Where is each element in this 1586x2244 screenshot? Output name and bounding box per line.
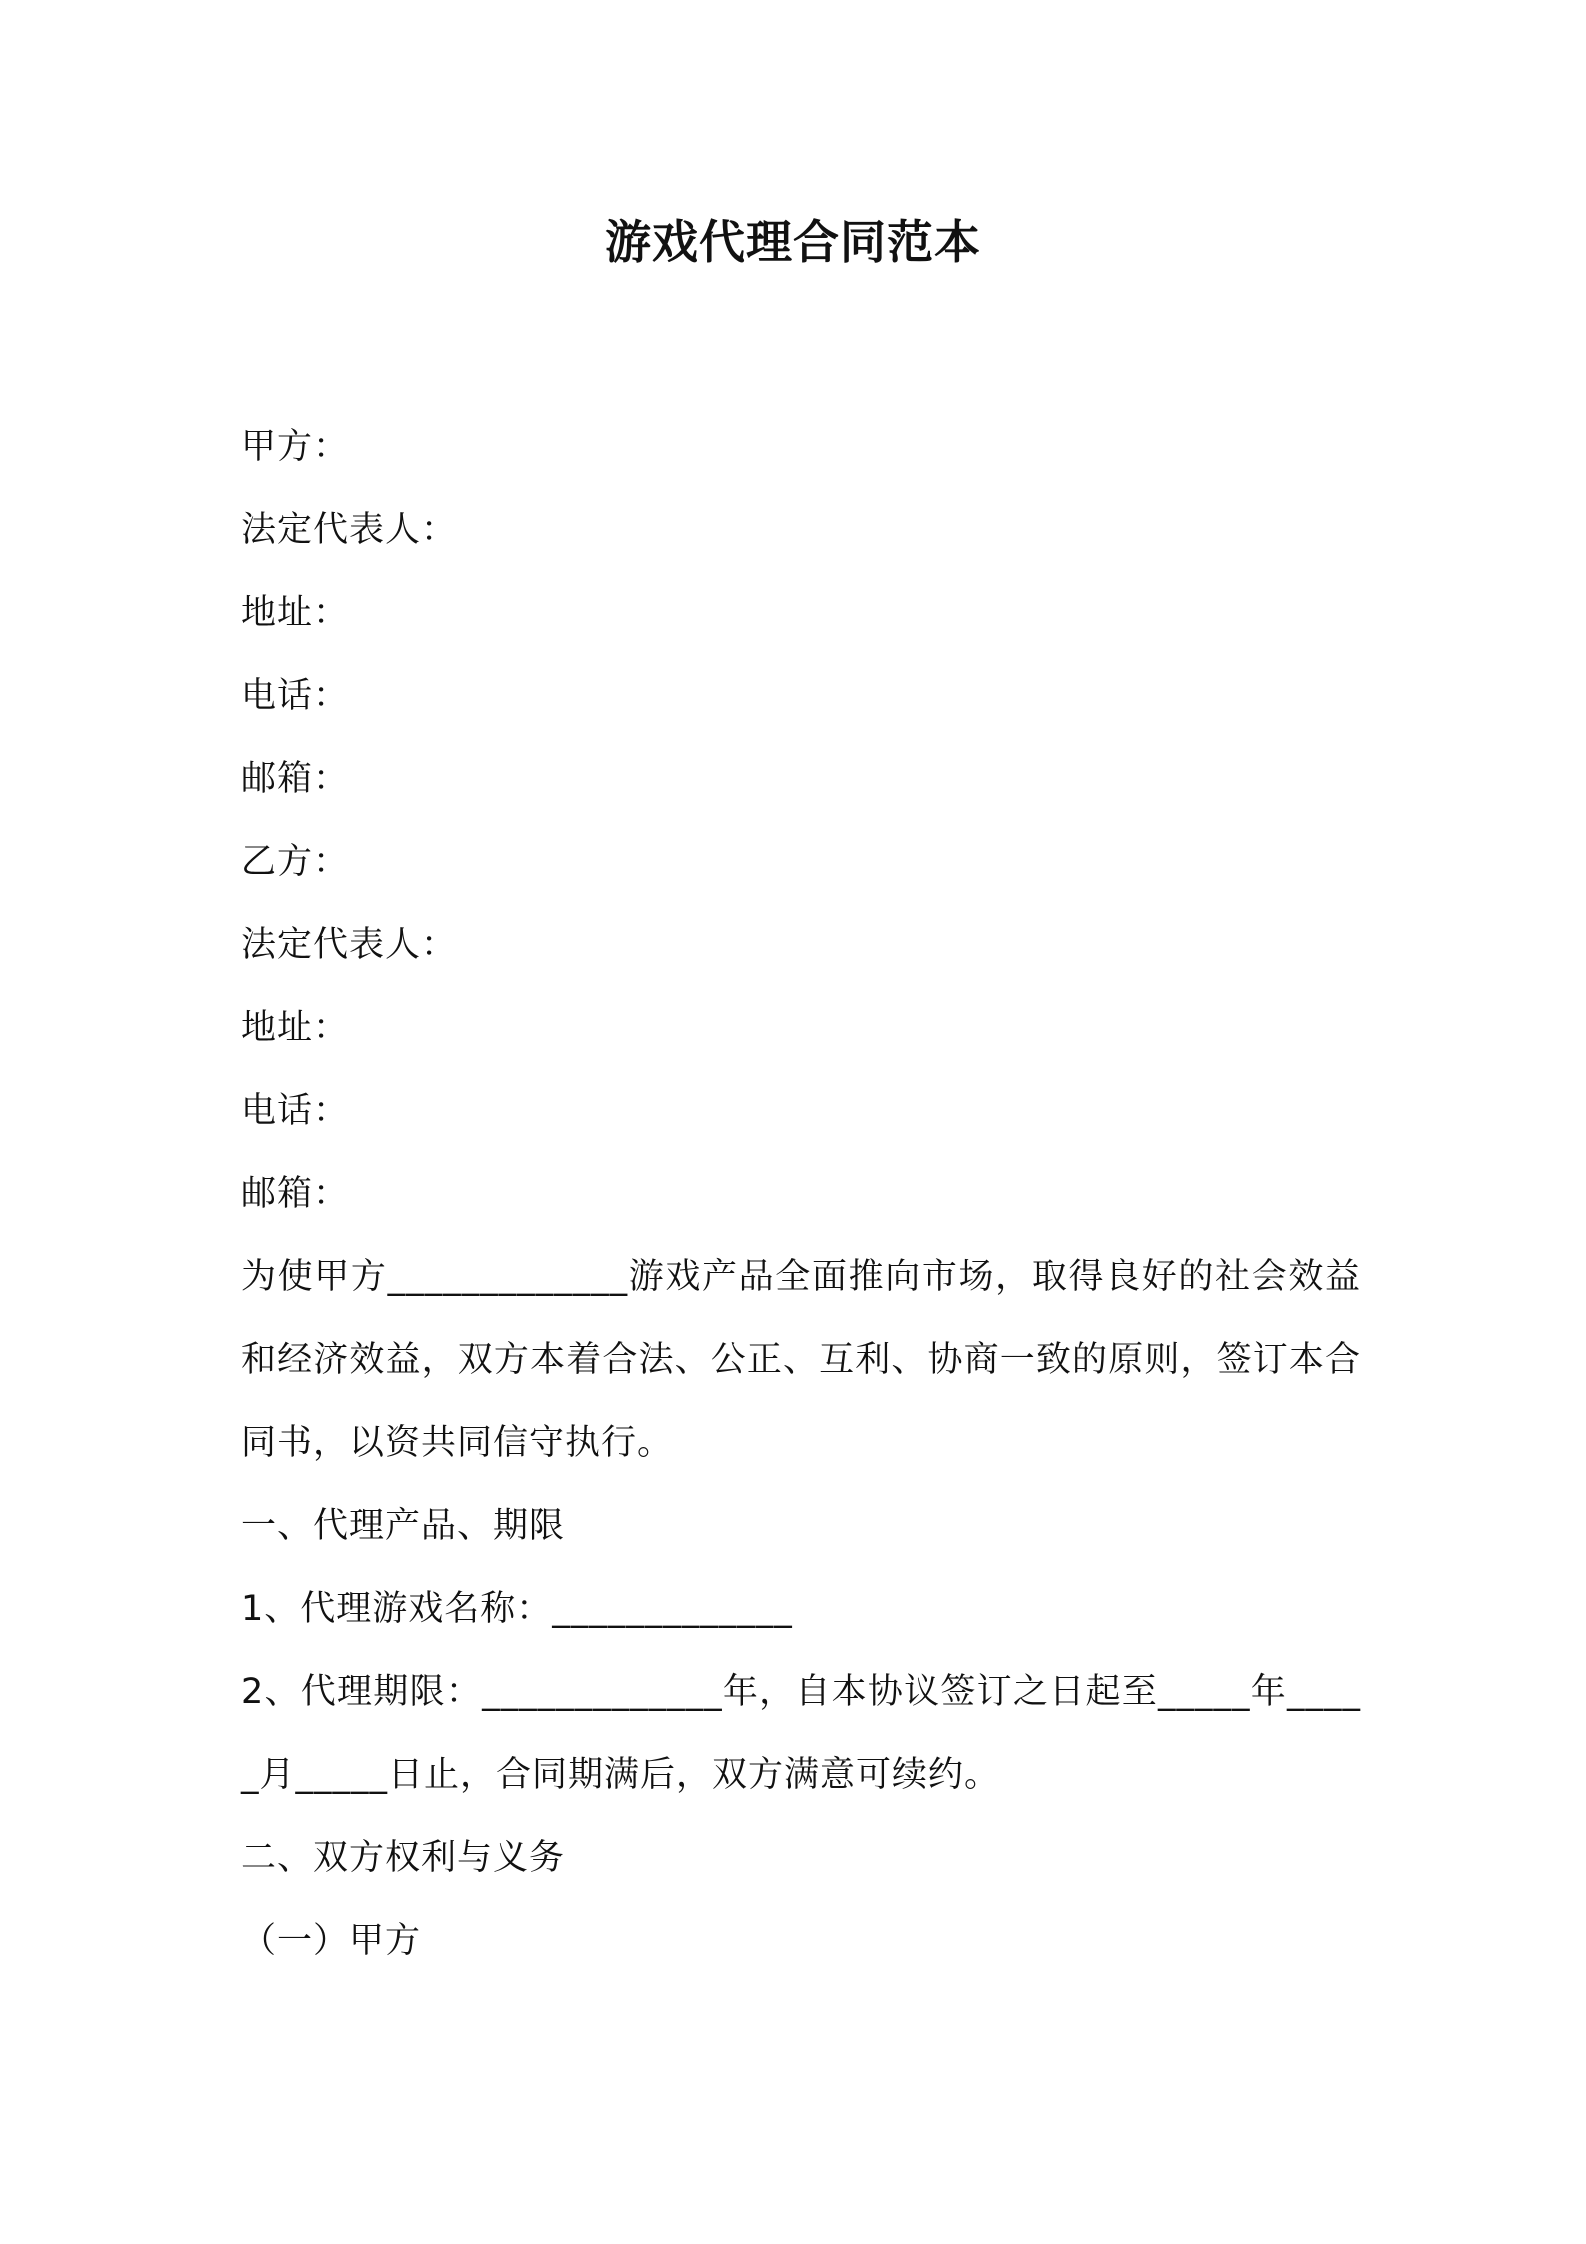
party-a-email: 邮箱： <box>241 759 350 799</box>
party-b-email: 邮箱： <box>241 1174 350 1214</box>
item-1-game-name: 1、代理游戏名称：_____________ <box>241 1589 793 1629</box>
document-title: 游戏代理合同范本 <box>605 215 981 269</box>
item-2-agency-term: 2、代理期限：_____________年，自本协议签订之日起至_____年_____月_____日止，合同期满后，双方满意可续约。 <box>241 1672 1361 1795</box>
party-b-label: 乙方： <box>241 842 350 882</box>
section-2-heading: 二、双方权利与义务 <box>241 1838 566 1878</box>
party-a-phone: 电话： <box>241 676 350 716</box>
party-b-address: 地址： <box>241 1008 350 1048</box>
party-a-address: 地址： <box>241 593 350 633</box>
party-b-phone: 电话： <box>241 1091 350 1131</box>
section-1-heading: 一、代理产品、期限 <box>241 1506 566 1546</box>
subsection-1-heading: （一）甲方 <box>241 1921 422 1961</box>
intro-paragraph: 为使甲方_____________游戏产品全面推向市场，取得良好的社会效益和经济效益，双方本着合法、公正、互利、协商一致的原则，签订本合同书，以资共同信守执行。 <box>241 1257 1361 1463</box>
document-body <box>241 406 1361 1983</box>
party-a-label: 甲方： <box>241 427 350 467</box>
party-b-legal-rep: 法定代表人： <box>241 925 458 965</box>
party-a-legal-rep: 法定代表人： <box>241 510 458 550</box>
